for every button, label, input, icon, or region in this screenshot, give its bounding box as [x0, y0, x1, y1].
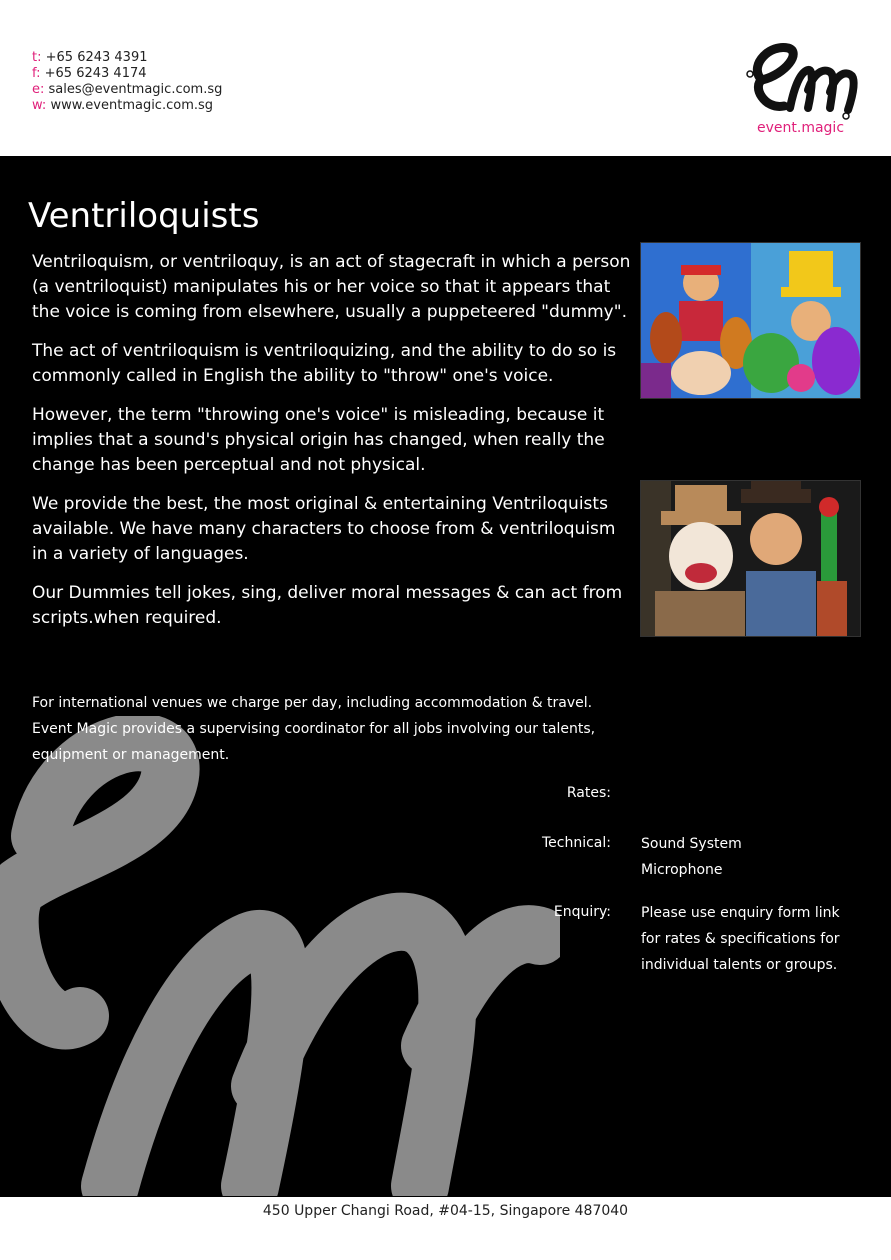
header	[0, 0, 891, 156]
paragraph: Ventriloquism, or ventriloquy, is an act of stagecraft in which a person (a ventriloquist) manipulates his or her voice so that it appears that the voice is coming from elsewhere, usually a puppeteered "dummy".	[32, 252, 631, 322]
footer	[0, 1197, 891, 1260]
enquiry-line: Please use enquiry form link	[641, 905, 840, 921]
technical-label: Technical:	[541, 835, 611, 851]
contact-phone: t: +65 6243 4391	[32, 50, 148, 65]
paragraph: Our Dummies tell jokes, sing, deliver moral messages & can act from scripts.when required.	[32, 583, 623, 628]
paragraph: The act of ventriloquism is ventriloquizing, and the ability to do so is commonly called in English the ability to "throw" one's voice.	[32, 341, 617, 386]
pricing-note	[32, 690, 622, 768]
contact-website[interactable]: w: www.eventmagic.com.sg	[32, 98, 214, 113]
contact-email[interactable]: e: sales@eventmagic.com.sg	[32, 82, 223, 97]
note-line: For international venues we charge per day, including accommodation & travel.	[32, 695, 593, 711]
technical-item: Microphone	[641, 862, 723, 878]
note-line: Event Magic provides a supervising coordinator for all jobs involving our talents,	[32, 721, 596, 737]
page-title: Ventriloquists	[28, 196, 260, 236]
enquiry-label: Enquiry:	[553, 904, 611, 920]
technical-item: Sound System	[641, 836, 742, 852]
enquiry-line: for rates & specifications for	[641, 931, 840, 947]
technical-values	[641, 831, 861, 883]
enquiry-text	[641, 900, 861, 978]
address: 450 Upper Changi Road, #04-15, Singapore 487040	[262, 1203, 629, 1219]
intro-text	[32, 250, 632, 645]
contact-fax: f: +65 6243 4174	[32, 66, 147, 81]
enquiry-line: individual talents or groups.	[641, 957, 838, 973]
ventriloquist-photo-2	[640, 480, 861, 637]
rates-label: Rates:	[566, 785, 611, 801]
paragraph: We provide the best, the most original & entertaining Ventriloquists available. We have many characters to choose from & ventriloquism in a variety of languages.	[32, 494, 616, 564]
logo-text: event.magic	[757, 120, 845, 136]
ventriloquist-photo-1	[640, 242, 861, 399]
main-content	[0, 156, 891, 1197]
contact-info	[32, 50, 222, 114]
note-line: equipment or management.	[32, 747, 230, 763]
paragraph: However, the term "throwing one's voice" is misleading, because it implies that a sound's physical origin has changed, when really the change has been perceptual and not physical.	[32, 405, 605, 475]
